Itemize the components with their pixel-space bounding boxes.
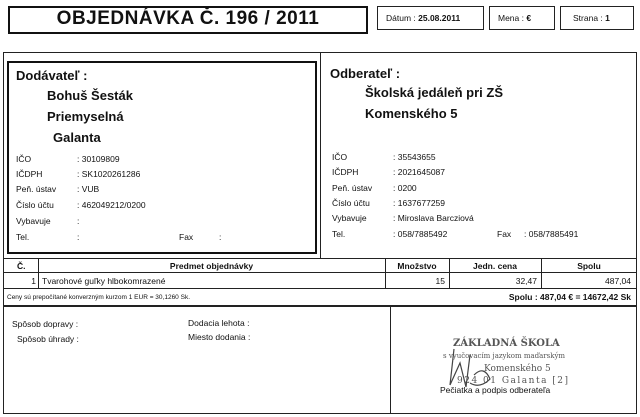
signature-label: Pečiatka a podpis odberateľa <box>440 385 551 395</box>
date-field <box>386 13 460 23</box>
row-1-item: Tvarohové guľky hlbokomrazené <box>42 276 166 286</box>
supplier-contact-value: : <box>77 216 80 226</box>
page-label: Strana : <box>573 13 603 23</box>
customer-heading: Odberateľ : <box>330 66 401 81</box>
payment-label: Spôsob úhrady : <box>17 334 79 344</box>
supplier-heading: Dodávateľ : <box>16 68 88 83</box>
customer-tel-value: : 058/7885492 <box>393 229 448 239</box>
col-header-quantity: Množstvo <box>397 261 437 271</box>
table-total-bottom <box>3 305 637 307</box>
supplier-account-value: : 462049212/0200 <box>77 200 146 210</box>
customer-ico-value: : 35543655 <box>393 152 436 162</box>
page-title: OBJEDNÁVKA Č. 196 / 2011 <box>56 8 320 29</box>
customer-account-value: : 1637677259 <box>393 198 446 208</box>
stamp-street: Komenského 5 <box>484 364 551 374</box>
row-1-quantity: 15 <box>435 276 445 286</box>
supplier-contact-label: Vybavuje <box>16 216 51 226</box>
customer-icdph-label: IČDPH <box>332 167 359 177</box>
customer-ico-label: IČO <box>332 152 348 162</box>
delivery-deadline-label: Dodacia lehota : <box>188 318 250 328</box>
supplier-icdph-label: IČDPH <box>16 169 43 179</box>
customer-name-line-1: Školská jedáleň pri ZŠ <box>365 85 503 100</box>
customer-contact-label: Vybavuje <box>332 213 367 223</box>
supplier-ico-label: IČO <box>16 154 32 164</box>
customer-bank-label: Peň. ústav <box>332 183 373 193</box>
table-row-bottom <box>3 288 637 289</box>
customer-name-line-2: Komenského 5 <box>365 106 458 121</box>
row-1-unit-price: 32,47 <box>515 276 537 286</box>
parties-divider <box>320 52 321 258</box>
col-header-unit-price: Jedn. cena <box>473 261 517 271</box>
date-value: 25.08.2011 <box>418 13 461 23</box>
customer-fax-value: : 058/7885491 <box>524 229 579 239</box>
currency-value: € <box>526 13 532 23</box>
supplier-tel-label: Tel. <box>16 232 30 242</box>
col-header-item: Predmet objednávky <box>169 261 254 271</box>
grand-total: Spolu : 487,04 € = 14672,42 Sk <box>508 292 631 302</box>
supplier-name-line-2: Priemyselná <box>47 109 124 124</box>
supplier-name-line-1: Bohuš Šesták <box>47 88 133 103</box>
supplier-tel-value: : <box>77 232 80 242</box>
col-header-number: Č. <box>17 261 26 271</box>
supplier-account-label: Číslo účtu <box>16 200 54 210</box>
date-label: Dátum : <box>386 13 416 23</box>
supplier-bank-value: : VUB <box>77 184 100 194</box>
currency-label: Mena : <box>498 13 524 23</box>
supplier-bank-label: Peň. ústav <box>16 184 57 194</box>
customer-icdph-value: : 2021645087 <box>393 167 446 177</box>
page-field <box>573 13 610 23</box>
col-header-total: Spolu <box>577 261 601 271</box>
customer-bank-value: : 0200 <box>393 183 417 193</box>
customer-contact-value: : Miroslava Barcziová <box>393 213 474 223</box>
row-1-number: 1 <box>31 276 36 286</box>
stamp-school-name: ZÁKLADNÁ ŠKOLA <box>453 338 560 349</box>
delivery-place-label: Miesto dodania : <box>188 332 251 342</box>
customer-tel-label: Tel. <box>332 229 346 239</box>
transport-label: Spôsob dopravy : <box>12 319 79 329</box>
conversion-note: Ceny sú prepočítané konverzným kurzom 1 EUR = 30,1260 Sk. <box>7 294 190 301</box>
stamp-city: 924 01 Galanta [2] <box>457 376 570 386</box>
customer-account-label: Číslo účtu <box>332 198 370 208</box>
page-value: 1 <box>605 13 610 23</box>
signature-divider <box>390 307 391 414</box>
row-1-total: 487,04 <box>605 276 631 286</box>
supplier-icdph-value: : SK1020261286 <box>77 169 141 179</box>
currency-field <box>498 13 531 23</box>
stamp-school-subtitle: s vyučovacím jazykom maďarským <box>443 352 566 360</box>
supplier-name-line-3: Galanta <box>53 130 101 145</box>
customer-fax-label: Fax <box>497 229 512 239</box>
supplier-fax-value: : <box>219 232 222 242</box>
supplier-ico-value: : 30109809 <box>77 154 120 164</box>
supplier-fax-label: Fax <box>179 232 194 242</box>
